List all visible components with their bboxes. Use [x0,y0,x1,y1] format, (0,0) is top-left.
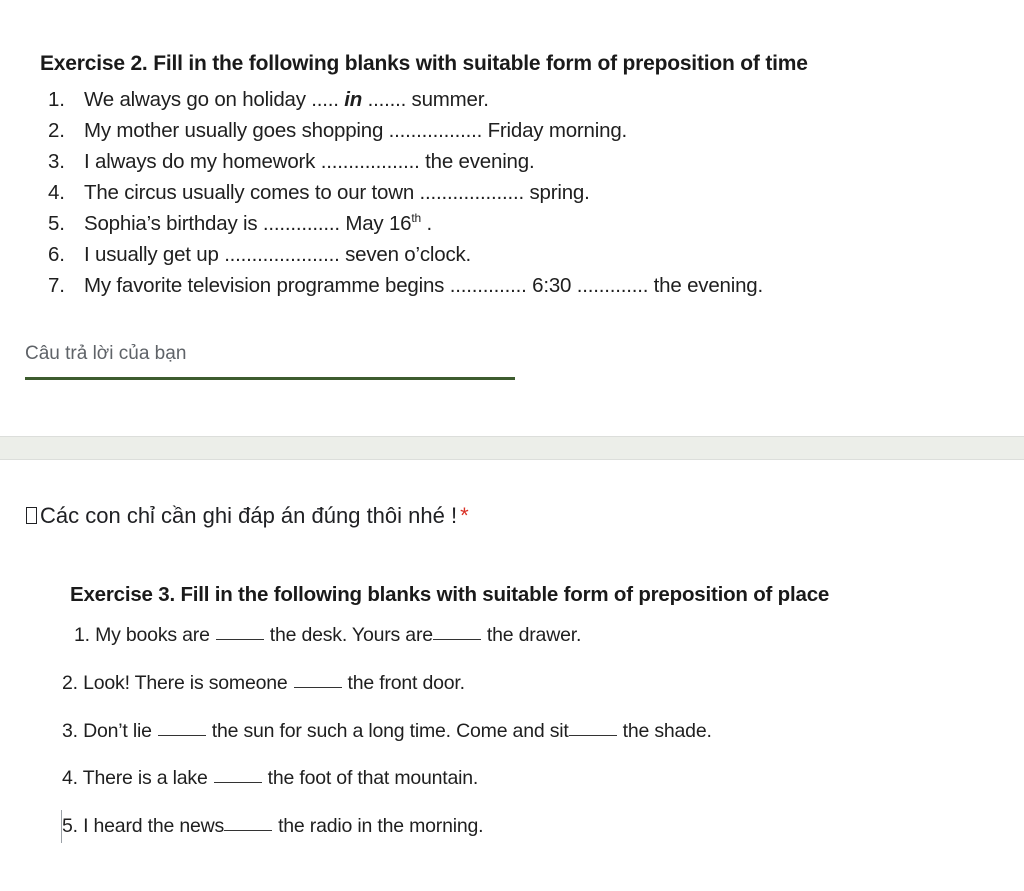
missing-glyph-icon [26,507,37,524]
answer-blank [433,638,481,640]
answer-input-underline[interactable] [25,377,515,380]
exercise3-item-5: 5. I heard the news the radio in the morning. [62,815,484,837]
exercise2-list [48,84,763,301]
exercise2-item-1: 1. We always go on holiday ..... in ....... summer. [48,88,489,111]
exercise2-item-2: 2. My mother usually goes shopping ................. Friday morning. [48,119,628,142]
exercise2-item-3: 3. I always do my homework .................. the evening. [48,150,535,173]
answer-blank [158,734,206,736]
exercise3-item-1: 1. My books are the desk. Yours are the drawer. [74,624,582,646]
exercise2-item-5: 5. Sophia’s birthday is .............. May 16th . [48,211,432,235]
exercise3-item-3: 3. Don’t lie the sun for such a long time. Come and sit the shade. [62,720,712,742]
exercise2-item-6: 6. I usually get up ..................... seven o’clock. [48,243,472,266]
answer-blank [224,829,272,831]
section-separator [0,436,1024,460]
exercise2-item-7: 7. My favorite television programme begins .............. 6:30 ............. the evening. [48,274,763,297]
question-title: Các con chỉ cần ghi đáp án đúng thôi nhé ! * [26,503,469,529]
filled-answer: in [344,88,363,111]
answer-blank [214,781,262,783]
answer-blank [294,686,342,688]
answer-blank [216,638,264,640]
exercise2-title: Exercise 2. Fill in the following blanks with suitable form of preposition of time [40,52,808,75]
exercise3-item-4: 4. There is a lake the foot of that mountain. [62,767,479,789]
answer-blank [569,734,617,736]
answer-input[interactable]: Câu trả lời của bạn [25,343,187,364]
exercise3-item-2: 2. Look! There is someone the front door. [62,672,465,694]
required-marker: * [460,503,469,528]
exercise2-item-4: 4. The circus usually comes to our town ................... spring. [48,181,590,204]
exercise3-title: Exercise 3. Fill in the following blanks with suitable form of preposition of place [70,583,830,606]
